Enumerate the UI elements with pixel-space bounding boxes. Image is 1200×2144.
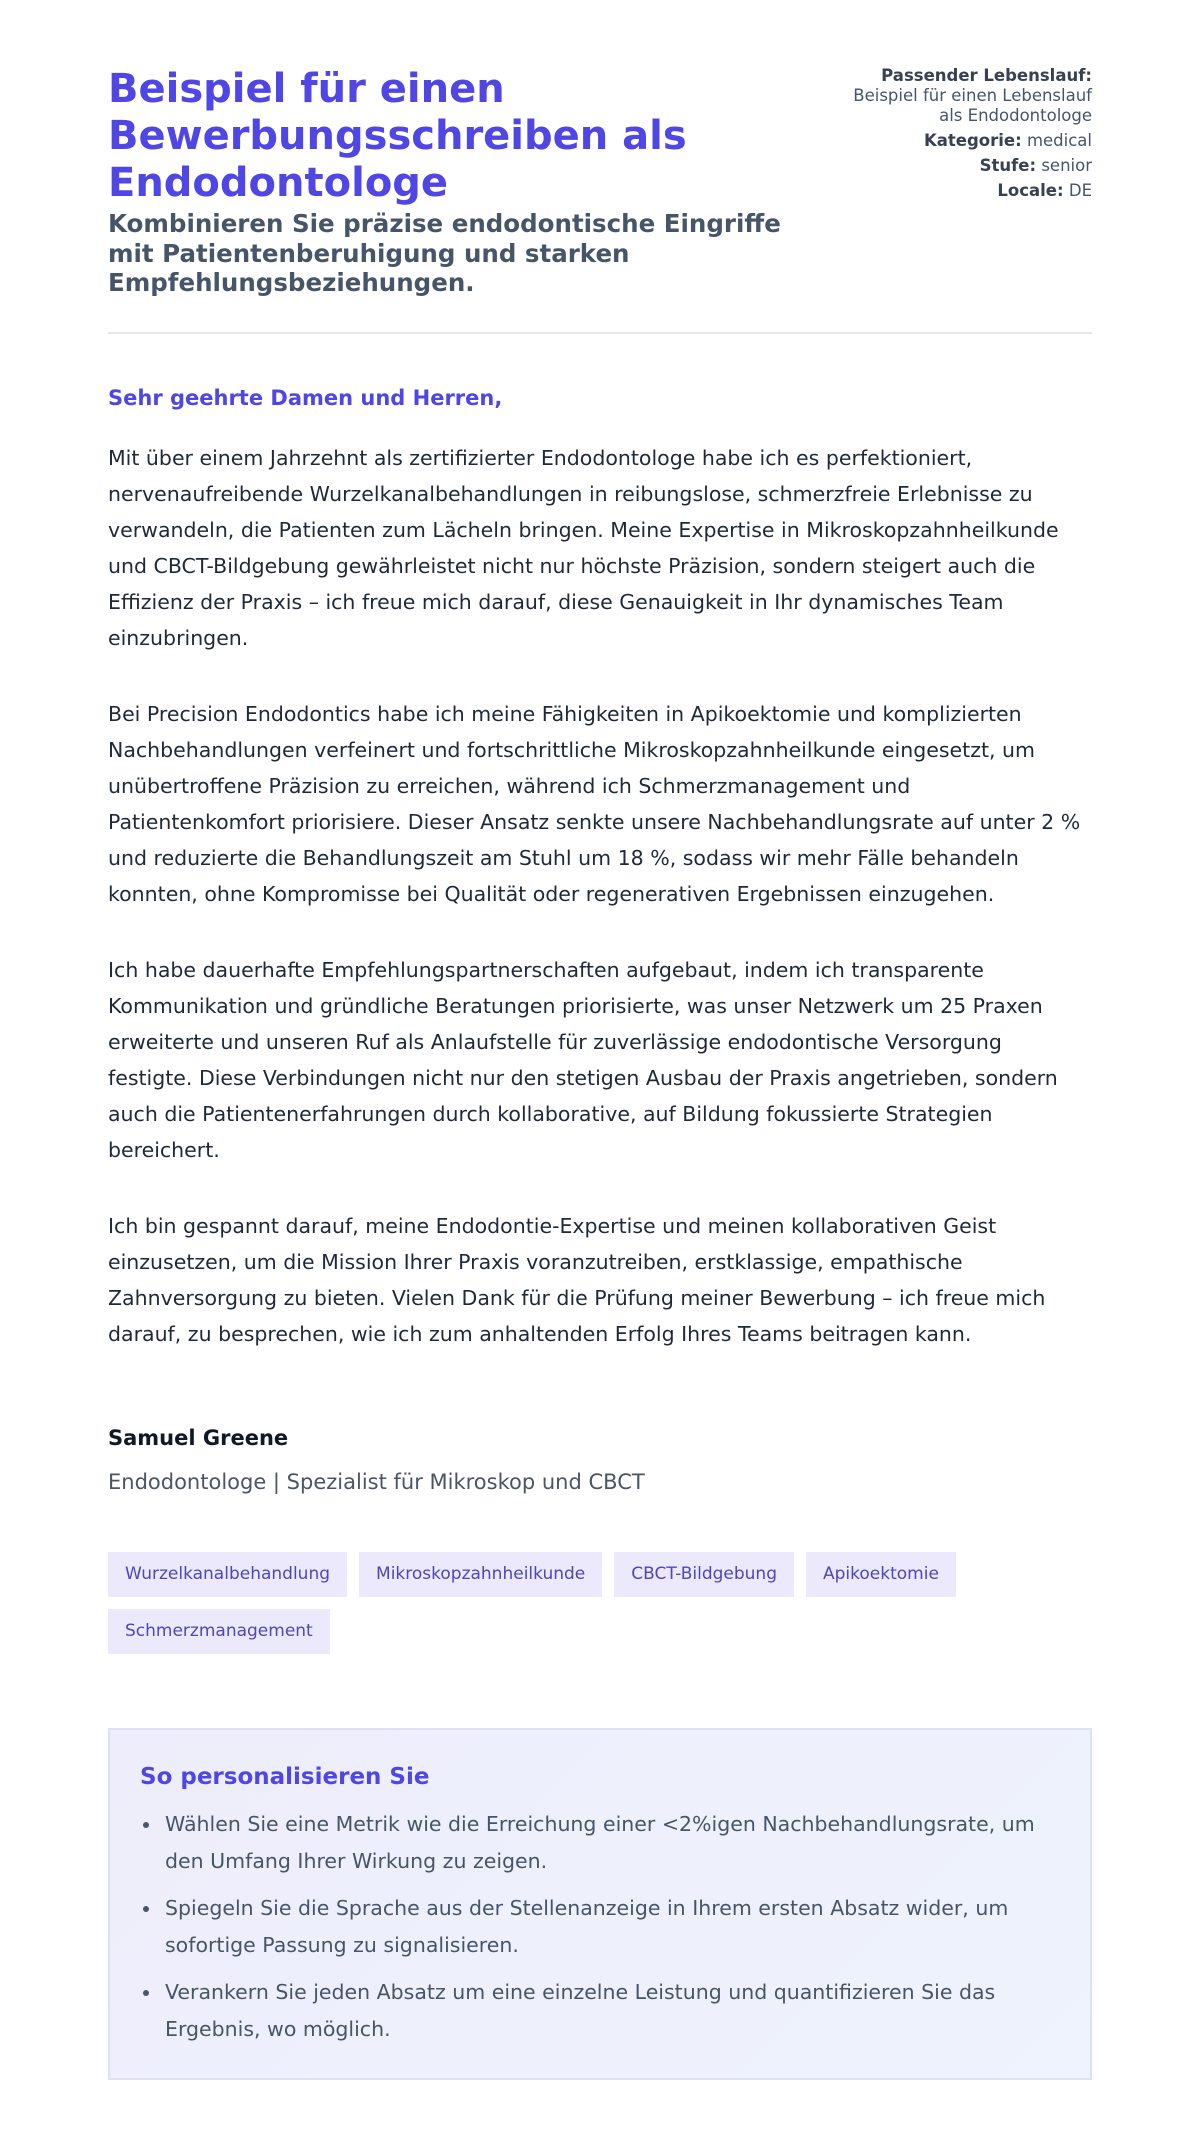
bullet-icon [143,1906,149,1912]
meta-locale-value: DE [1068,181,1092,200]
meta-panel [842,66,1092,206]
signature-title: Endodontologe | Spezialist für Mikroskop und CBCT [108,1469,645,1494]
tip-text: Verankern Sie jeden Absatz um eine einzelne Leistung und quantifizieren Sie das Ergebnis, wo möglich. [165,1979,996,2041]
tip-text: Spiegeln Sie die Sprache aus der Stellenanzeige in Ihrem ersten Absatz wider, um sofortige Passung zu signalisieren. [165,1895,1009,1957]
meta-resume-link[interactable]: Beispiel für einen Lebenslauf als Endodontologe [853,86,1092,125]
skill-tag[interactable]: Schmerzmanagement [108,1609,330,1654]
header-titles [108,66,808,298]
skill-tags [108,1552,1008,1654]
meta-locale [842,181,1092,201]
letter-paragraph: Ich bin gespannt darauf, meine Endodontie-Expertise und meinen kollaborativen Geist einzusetzen, um die Mission Ihrer Praxis voranzutreiben, erstklassige, empathische Zahnversorgung zu bieten. Vielen Dank für die Prüfung meiner Bewerbung – ich freue mich darauf, zu besprechen, wie ich zum anhaltenden Erfolg Ihres Teams beitragen kann. [108,1213,1046,1346]
tip-item [140,1974,1060,2048]
personalization-tips [108,1728,1092,2080]
tips-title: So personalisieren Sie [140,1763,430,1790]
tip-text: Wählen Sie eine Metrik wie die Erreichung einer <2%igen Nachbehandlungsrate, um den Umfang Ihrer Wirkung zu zeigen. [165,1811,1035,1873]
page-header [108,66,1092,334]
meta-level-label: Stufe: [979,156,1037,175]
skill-tag[interactable]: Wurzelkanalbehandlung [108,1552,347,1597]
letter-paragraph: Mit über einem Jahrzehnt als zertifizierter Endodontologe habe ich es perfektioniert, nervenaufreibende Wurzelkanalbehandlungen in reibungslose, schmerzfreie Erlebnisse zu verwandeln, die Patienten zum Lächeln bringen. Meine Expertise in Mikroskopzahnheilkunde und CBCT-Bildgebung gewährleistet nicht nur höchste Präzision, sondern steigert auch die Effizienz der Praxis – ich freue mich darauf, diese Genauigkeit in Ihr dynamisches Team einzubringen. [108,445,1059,650]
tips-list [140,1806,1060,2048]
letter-paragraph: Ich habe dauerhafte Empfehlungspartnerschaften aufgebaut, indem ich transparente Kommunikation und gründliche Beratungen priorisierte, was unser Netzwerk um 25 Praxen erweiterte und unseren Ruf als Anlaufstelle für zuverlässige endodontische Versorgung festigte. Diese Verbindungen nicht nur den stetigen Ausbau der Praxis angetrieben, sondern auch die Patientenerfahrungen durch kollaborative, auf Bildung fokussierte Strategien bereichert. [108,957,1058,1162]
skill-tag[interactable]: Mikroskopzahnheilkunde [359,1552,602,1597]
page-subtitle: Kombinieren Sie präzise endodontische Eingriffe mit Patientenberuhigung und starken Empfehlungsbeziehungen. [108,209,781,297]
signature-name: Samuel Greene [108,1425,289,1450]
meta-locale-label: Locale: [997,181,1064,200]
bullet-icon [143,1990,149,1996]
meta-level [842,156,1092,176]
meta-category [842,131,1092,151]
page-title: Beispiel für einen Bewerbungsschreiben als Endodontologe [108,66,687,206]
signature [108,1424,1092,1496]
skill-tag[interactable]: Apikoektomie [806,1552,956,1597]
bullet-icon [143,1822,149,1828]
meta-category-value: medical [1026,131,1092,150]
meta-resume-label: Passender Lebenslauf: [881,66,1092,85]
meta-category-label: Kategorie: [923,131,1022,150]
meta-matching-resume [842,66,1092,126]
tip-item [140,1806,1060,1880]
cover-letter [108,384,1092,1496]
skill-tag[interactable]: CBCT-Bildgebung [614,1552,794,1597]
tip-item [140,1890,1060,1964]
meta-level-value: senior [1041,156,1092,175]
letter-paragraph: Bei Precision Endodontics habe ich meine Fähigkeiten in Apikoektomie und komplizierten Nachbehandlungen verfeinert und fortschrittliche Mikroskopzahnheilkunde eingesetzt, um unübertroffene Präzision zu erreichen, während ich Schmerzmanagement und Patientenkomfort priorisiere. Dieser Ansatz senkte unsere Nachbehandlungsrate auf unter 2 % und reduzierte die Behandlungszeit am Stuhl um 18 %, sodass wir mehr Fälle behandeln konnten, ohne Kompromisse bei Qualität oder regenerativen Ergebnissen einzugehen. [108,701,1081,906]
salutation: Sehr geehrte Damen und Herren, [108,385,503,410]
